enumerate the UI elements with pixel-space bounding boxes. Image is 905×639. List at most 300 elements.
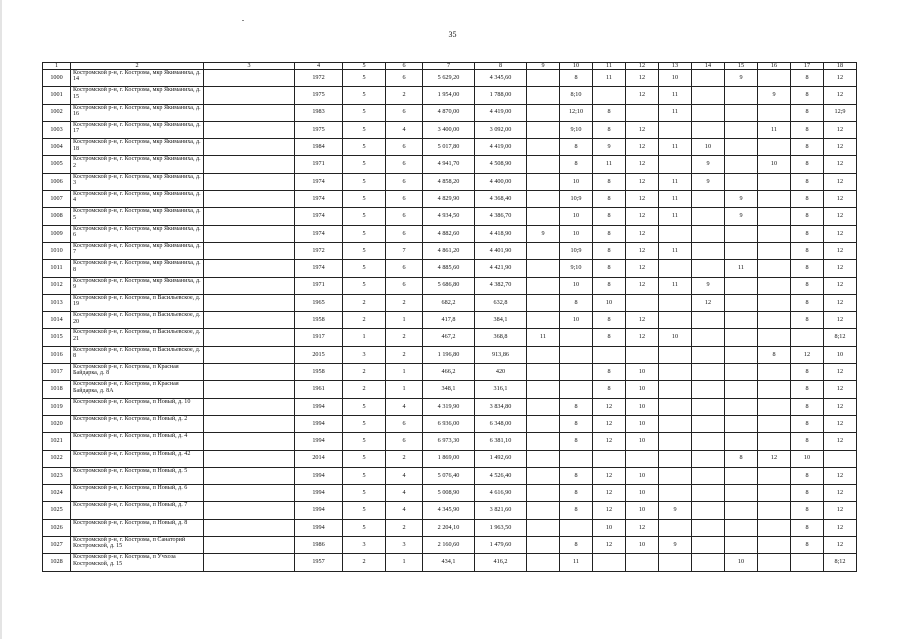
column-number-cell: 12 — [626, 63, 659, 70]
table-row — [43, 208, 857, 225]
table-cell — [758, 208, 791, 225]
page-number: 35 — [448, 30, 457, 39]
table-cell — [204, 225, 295, 242]
table-cell — [692, 87, 725, 104]
table-cell: 8 — [791, 225, 824, 242]
table-cell: 8 — [560, 139, 593, 156]
table-cell — [659, 312, 692, 329]
table-cell: 8 — [758, 346, 791, 363]
table-cell: 4 386,70 — [475, 208, 527, 225]
table-cell: 2 160,60 — [423, 537, 475, 554]
table-cell — [692, 502, 725, 519]
table-cell: 8 — [791, 467, 824, 484]
table-cell: 3 092,00 — [475, 121, 527, 138]
table-cell: 10 — [758, 156, 791, 173]
table-cell: 384,1 — [475, 312, 527, 329]
table-cell: 5 — [343, 502, 386, 519]
row-number-cell: 1017 — [43, 364, 71, 381]
table-cell — [204, 70, 295, 87]
table-row — [43, 329, 857, 346]
table-cell: 12 — [824, 502, 857, 519]
table-cell: 8 — [791, 87, 824, 104]
table-cell: 12 — [626, 121, 659, 138]
table-cell: 4 941,70 — [423, 156, 475, 173]
table-row — [43, 242, 857, 259]
table-cell — [659, 450, 692, 467]
table-row — [43, 156, 857, 173]
table-cell: 5 — [343, 260, 386, 277]
table-cell: 8 — [593, 277, 626, 294]
table-cell: 5 — [343, 139, 386, 156]
table-cell: 1 — [386, 554, 423, 571]
table-cell: 10 — [626, 398, 659, 415]
address-cell: Костромской р-н, г. Кострома, мкр Якиманиха, д. 5 — [71, 208, 204, 225]
table-cell — [527, 554, 560, 571]
column-number-cell: 9 — [527, 63, 560, 70]
table-cell: 12 — [593, 502, 626, 519]
table-cell: 8 — [593, 191, 626, 208]
table-cell: 9 — [725, 208, 758, 225]
table-cell: 1994 — [295, 467, 343, 484]
row-number-cell: 1024 — [43, 485, 71, 502]
table-cell: 4 400,00 — [475, 173, 527, 190]
table-cell — [758, 519, 791, 536]
table-cell — [204, 173, 295, 190]
table-cell: 8 — [791, 519, 824, 536]
table-cell: 12 — [824, 485, 857, 502]
table-cell: 6 — [386, 277, 423, 294]
table-cell — [593, 554, 626, 571]
table-cell — [725, 398, 758, 415]
address-cell: Костромской р-н, г. Кострома, п Санаторий Костромской, д. 15 — [71, 537, 204, 554]
table-cell — [659, 415, 692, 432]
table-cell: 1994 — [295, 433, 343, 450]
table-cell: 1965 — [295, 294, 343, 311]
table-cell — [204, 554, 295, 571]
table-cell — [527, 260, 560, 277]
table-cell — [527, 502, 560, 519]
table-cell: 8 — [791, 537, 824, 554]
table-cell: 6 — [386, 156, 423, 173]
table-cell: 8 — [593, 208, 626, 225]
table-cell: 10 — [560, 312, 593, 329]
address-cell: Костромской р-н, г. Кострома, мкр Якиманиха, д. 9 — [71, 277, 204, 294]
table-cell: 10 — [560, 173, 593, 190]
column-number-cell: 6 — [386, 63, 423, 70]
table-cell: 10 — [659, 329, 692, 346]
table-cell: 12 — [758, 450, 791, 467]
table-cell — [758, 415, 791, 432]
table-cell: 5 — [343, 121, 386, 138]
table-cell — [659, 554, 692, 571]
table-cell — [692, 415, 725, 432]
table-cell — [527, 398, 560, 415]
table-cell: 12 — [824, 70, 857, 87]
table-cell: 1994 — [295, 398, 343, 415]
table-row — [43, 225, 857, 242]
table-cell: 10 — [626, 364, 659, 381]
table-row — [43, 502, 857, 519]
table-cell — [725, 242, 758, 259]
table-cell — [527, 364, 560, 381]
table-cell: 5 — [343, 191, 386, 208]
table-cell — [725, 87, 758, 104]
table-cell — [725, 104, 758, 121]
table-cell: 1974 — [295, 260, 343, 277]
table-cell: 2015 — [295, 346, 343, 363]
table-cell — [527, 121, 560, 138]
table-cell: 8 — [791, 294, 824, 311]
table-cell — [204, 242, 295, 259]
table-cell — [659, 225, 692, 242]
table-cell: 12 — [824, 364, 857, 381]
table-cell: 12 — [626, 156, 659, 173]
table-cell: 12 — [824, 312, 857, 329]
table-cell: 8;10 — [560, 87, 593, 104]
table-cell: 11 — [527, 329, 560, 346]
table-cell: 10 — [593, 519, 626, 536]
table-cell — [659, 260, 692, 277]
row-number-cell: 1023 — [43, 467, 71, 484]
table-cell — [758, 485, 791, 502]
table-cell: 12 — [692, 294, 725, 311]
table-cell — [626, 450, 659, 467]
table-cell — [527, 433, 560, 450]
row-number-cell: 1011 — [43, 260, 71, 277]
address-cell: Костромской р-н, г. Кострома, мкр Якиманиха, д. 2 — [71, 156, 204, 173]
table-cell: 4 345,60 — [475, 70, 527, 87]
table-cell: 10 — [824, 346, 857, 363]
table-cell: 12 — [824, 519, 857, 536]
table-cell: 4 861,20 — [423, 242, 475, 259]
table-cell — [204, 450, 295, 467]
table-cell: 2 — [386, 346, 423, 363]
address-cell: Костромской р-н, г. Кострома, п Новый, д. 42 — [71, 450, 204, 467]
address-cell: Костромской р-н, г. Кострома, мкр Якиманиха, д. 7 — [71, 242, 204, 259]
table-cell: 1 492,60 — [475, 450, 527, 467]
table-cell: 8 — [593, 329, 626, 346]
table-cell: 2 — [343, 554, 386, 571]
table-cell: 12 — [593, 485, 626, 502]
table-cell: 1972 — [295, 242, 343, 259]
table-cell — [692, 519, 725, 536]
table-cell: 5 — [343, 485, 386, 502]
table-cell: 12 — [626, 208, 659, 225]
table-cell: 6 — [386, 70, 423, 87]
table-cell: 8 — [593, 364, 626, 381]
table-cell — [758, 467, 791, 484]
address-cell: Костромской р-н, г. Кострома, п Учхоза Костромской, д. 15 — [71, 554, 204, 571]
table-cell: 12 — [626, 191, 659, 208]
table-cell: 4 382,70 — [475, 277, 527, 294]
table-cell — [527, 537, 560, 554]
address-cell: Костромской р-н, г. Кострома, п Новый, д. 6 — [71, 485, 204, 502]
table-cell: 12 — [824, 260, 857, 277]
table-cell — [659, 485, 692, 502]
table-row — [43, 312, 857, 329]
table-cell: 12 — [824, 173, 857, 190]
table-cell: 10 — [626, 467, 659, 484]
table-cell: 5 — [343, 173, 386, 190]
table-row — [43, 398, 857, 415]
table-cell: 8 — [791, 173, 824, 190]
table-cell: 8 — [791, 121, 824, 138]
table-row — [43, 364, 857, 381]
table-cell: 12 — [824, 156, 857, 173]
table-cell — [527, 450, 560, 467]
table-cell — [659, 364, 692, 381]
address-cell: Костромской р-н, г. Кострома, п Новый, д. 10 — [71, 398, 204, 415]
table-cell — [204, 415, 295, 432]
table-cell: 4 319,90 — [423, 398, 475, 415]
table-cell: 12 — [824, 467, 857, 484]
table-row — [43, 415, 857, 432]
table-cell: 10 — [626, 433, 659, 450]
table-cell: 8 — [791, 364, 824, 381]
address-cell: Костромской р-н, г. Кострома, мкр Якиманиха, д. 3 — [71, 173, 204, 190]
table-cell: 8 — [791, 485, 824, 502]
table-cell: 3 400,00 — [423, 121, 475, 138]
table-cell — [204, 104, 295, 121]
row-number-cell: 1007 — [43, 191, 71, 208]
table-cell: 9 — [725, 70, 758, 87]
table-row — [43, 104, 857, 121]
table-cell — [204, 87, 295, 104]
table-cell — [758, 312, 791, 329]
table-cell — [824, 450, 857, 467]
column-number-cell: 1 — [43, 63, 71, 70]
table-cell: 11 — [593, 156, 626, 173]
table-cell — [527, 87, 560, 104]
table-cell — [758, 104, 791, 121]
table-cell: 2014 — [295, 450, 343, 467]
table-cell: 4 526,40 — [475, 467, 527, 484]
table-cell: 3 834,80 — [475, 398, 527, 415]
table-cell — [204, 381, 295, 398]
table-cell: 1972 — [295, 70, 343, 87]
table-cell — [527, 173, 560, 190]
table-cell — [725, 156, 758, 173]
table-cell: 8 — [791, 191, 824, 208]
table-cell: 10 — [791, 450, 824, 467]
table-row — [43, 70, 857, 87]
table-cell — [527, 519, 560, 536]
table-cell: 2 — [343, 364, 386, 381]
table-cell: 9 — [692, 156, 725, 173]
table-cell: 8 — [560, 70, 593, 87]
table-cell — [560, 381, 593, 398]
table-cell — [527, 139, 560, 156]
table-cell: 8 — [791, 70, 824, 87]
table-cell — [725, 225, 758, 242]
table-cell: 434,1 — [423, 554, 475, 571]
table-cell: 1 — [386, 312, 423, 329]
table-cell: 2 — [343, 381, 386, 398]
table-cell: 6 348,00 — [475, 415, 527, 432]
table-cell — [758, 381, 791, 398]
table-cell: 1974 — [295, 191, 343, 208]
table-body — [43, 63, 857, 572]
table-cell: 12;9 — [824, 104, 857, 121]
table-cell: 12 — [824, 415, 857, 432]
table-cell: 12 — [824, 398, 857, 415]
table-cell: 9 — [692, 277, 725, 294]
table-cell — [758, 502, 791, 519]
table-cell — [204, 502, 295, 519]
table-cell: 4 — [386, 467, 423, 484]
table-cell: 12 — [824, 208, 857, 225]
table-cell: 12 — [593, 537, 626, 554]
table-cell: 12 — [593, 398, 626, 415]
table-cell: 10 — [692, 139, 725, 156]
table-cell: 9 — [758, 87, 791, 104]
table-cell — [725, 381, 758, 398]
table-cell — [692, 329, 725, 346]
table-cell — [527, 242, 560, 259]
table-cell: 12 — [626, 277, 659, 294]
table-cell — [204, 519, 295, 536]
table-cell: 8 — [593, 381, 626, 398]
table-cell: 12 — [824, 225, 857, 242]
row-number-cell: 1009 — [43, 225, 71, 242]
table-cell: 8 — [791, 260, 824, 277]
table-cell — [692, 554, 725, 571]
table-cell — [204, 312, 295, 329]
table-cell — [593, 346, 626, 363]
table-cell: 12 — [593, 415, 626, 432]
table-cell — [593, 450, 626, 467]
table-cell: 4 885,60 — [423, 260, 475, 277]
table-cell: 12 — [626, 519, 659, 536]
table-cell: 5 — [343, 450, 386, 467]
column-number-cell: 2 — [71, 63, 204, 70]
table-cell: 1 — [343, 329, 386, 346]
table-cell: 8 — [560, 294, 593, 311]
table-cell — [527, 381, 560, 398]
table-cell: 6 — [386, 433, 423, 450]
table-cell: 11 — [593, 70, 626, 87]
table-cell — [560, 450, 593, 467]
table-cell — [527, 485, 560, 502]
table-cell: 5 686,80 — [423, 277, 475, 294]
table-cell — [560, 364, 593, 381]
table-cell — [692, 70, 725, 87]
table-cell: 2 — [386, 329, 423, 346]
table-cell: 12 — [824, 242, 857, 259]
table-cell: 2 — [386, 519, 423, 536]
row-number-cell: 1010 — [43, 242, 71, 259]
table-cell: 12 — [791, 346, 824, 363]
table-row — [43, 467, 857, 484]
table-cell: 4 829,90 — [423, 191, 475, 208]
table-cell: 10 — [626, 537, 659, 554]
table-cell: 4 — [386, 485, 423, 502]
table-cell: 9 — [692, 173, 725, 190]
address-cell: Костромской р-н, г. Кострома, п Васильевское, д. 20 — [71, 312, 204, 329]
table-cell — [692, 121, 725, 138]
table-cell: 8 — [560, 433, 593, 450]
table-cell: 420 — [475, 364, 527, 381]
table-cell — [692, 381, 725, 398]
table-cell — [692, 398, 725, 415]
address-cell: Костромской р-н, г. Кострома, мкр Якиманиха, д. 18 — [71, 139, 204, 156]
table-cell — [659, 433, 692, 450]
table-cell: 467,2 — [423, 329, 475, 346]
row-number-cell: 1022 — [43, 450, 71, 467]
table-cell — [692, 450, 725, 467]
table-cell — [527, 277, 560, 294]
table-cell: 8 — [791, 277, 824, 294]
table-cell: 8 — [593, 312, 626, 329]
address-cell: Костромской р-н, г. Кострома, мкр Якиманиха, д. 4 — [71, 191, 204, 208]
table-cell — [758, 537, 791, 554]
table-cell: 5 629,20 — [423, 70, 475, 87]
table-cell: 10;9 — [560, 191, 593, 208]
table-cell: 1 963,50 — [475, 519, 527, 536]
table-cell — [758, 70, 791, 87]
table-row — [43, 346, 857, 363]
table-cell: 8 — [791, 502, 824, 519]
table-cell: 1994 — [295, 415, 343, 432]
row-number-cell: 1015 — [43, 329, 71, 346]
table-row — [43, 537, 857, 554]
table-row — [43, 173, 857, 190]
table-cell — [791, 554, 824, 571]
row-number-cell: 1012 — [43, 277, 71, 294]
table-cell: 8 — [791, 415, 824, 432]
table-cell — [692, 537, 725, 554]
table-cell — [725, 139, 758, 156]
table-cell — [560, 519, 593, 536]
table-cell: 3 — [343, 537, 386, 554]
table-cell — [527, 346, 560, 363]
table-cell: 7 — [386, 242, 423, 259]
table-cell: 1 954,00 — [423, 87, 475, 104]
table-cell: 12 — [824, 191, 857, 208]
table-cell: 12 — [626, 225, 659, 242]
table-cell: 5 — [343, 467, 386, 484]
table-cell — [204, 277, 295, 294]
table-cell: 4 882,60 — [423, 225, 475, 242]
scan-speck — [242, 20, 244, 21]
table-cell: 5 — [343, 225, 386, 242]
table-cell: 4 419,00 — [475, 104, 527, 121]
table-cell — [692, 364, 725, 381]
table-cell: 12 — [824, 121, 857, 138]
table-cell — [692, 312, 725, 329]
table-cell: 4 616,90 — [475, 485, 527, 502]
table-cell — [725, 537, 758, 554]
table-cell: 12 — [626, 329, 659, 346]
table-cell: 12 — [824, 294, 857, 311]
table-cell: 8 — [593, 260, 626, 277]
table-cell — [725, 502, 758, 519]
table-cell — [527, 312, 560, 329]
table-cell: 12 — [593, 433, 626, 450]
table-cell: 4 368,40 — [475, 191, 527, 208]
table-row — [43, 450, 857, 467]
table-cell: 8 — [791, 139, 824, 156]
table-cell: 1917 — [295, 329, 343, 346]
table-cell: 4 508,90 — [475, 156, 527, 173]
table-cell — [758, 173, 791, 190]
table-cell: 417,8 — [423, 312, 475, 329]
table-cell: 12 — [626, 70, 659, 87]
table-cell: 3 — [343, 346, 386, 363]
table-cell — [725, 294, 758, 311]
table-cell: 11 — [659, 139, 692, 156]
table-cell: 1974 — [295, 173, 343, 190]
